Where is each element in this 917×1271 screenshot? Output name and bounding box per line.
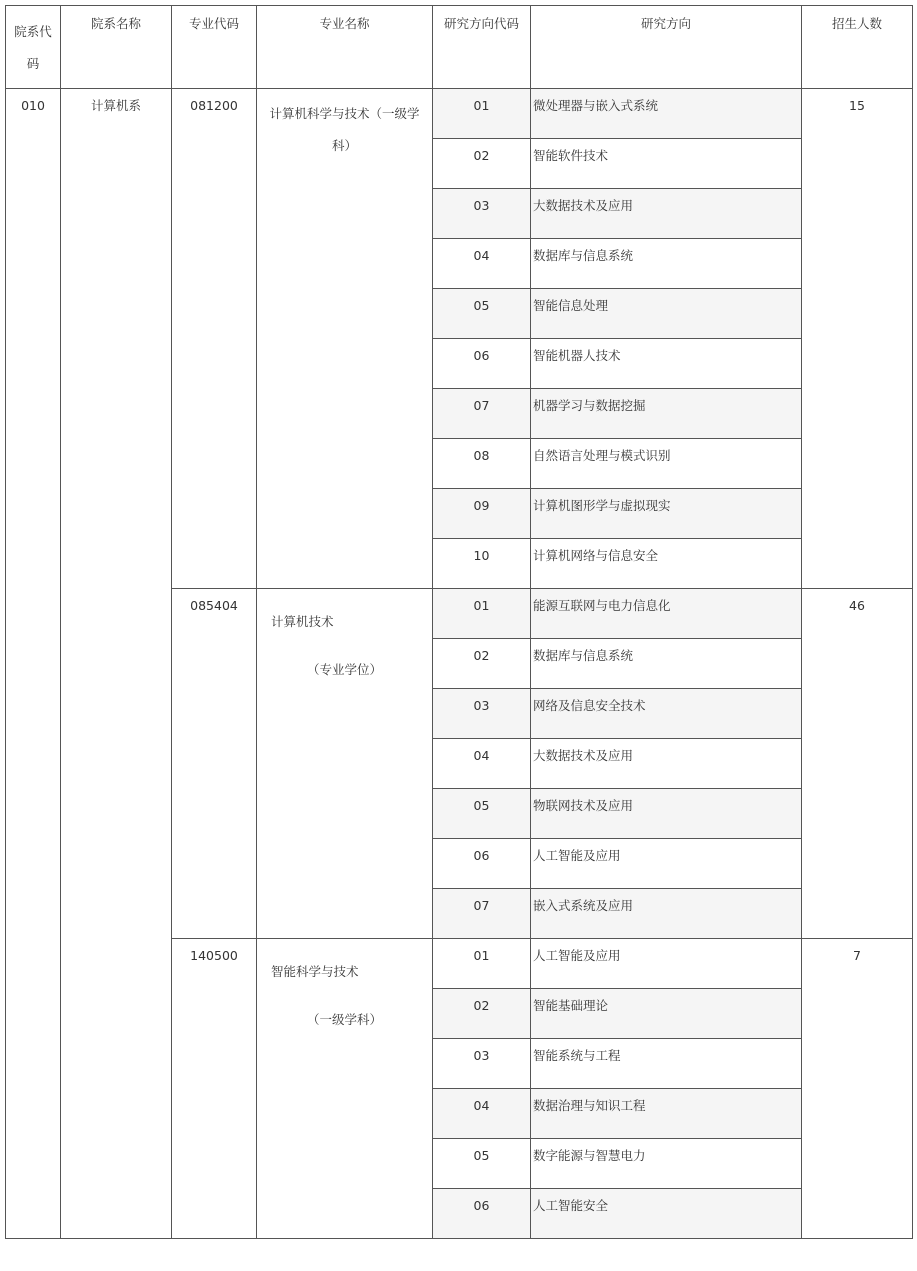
- direction-code: 06: [433, 339, 531, 389]
- header-dept-code: 院系代码: [6, 6, 61, 89]
- direction-code: 02: [433, 989, 531, 1039]
- direction-name: 智能软件技术: [531, 139, 802, 189]
- direction-name: 人工智能及应用: [531, 839, 802, 889]
- direction-code: 06: [433, 839, 531, 889]
- direction-name: 微处理器与嵌入式系统: [531, 89, 802, 139]
- header-direction: 研究方向: [531, 6, 802, 89]
- direction-name: 数字能源与智慧电力: [531, 1139, 802, 1189]
- direction-code: 07: [433, 889, 531, 939]
- direction-name: 智能信息处理: [531, 289, 802, 339]
- direction-code: 01: [433, 589, 531, 639]
- direction-code: 02: [433, 139, 531, 189]
- direction-name: 数据治理与知识工程: [531, 1089, 802, 1139]
- dept-code: 010: [6, 89, 61, 1239]
- direction-name: 机器学习与数据挖掘: [531, 389, 802, 439]
- direction-name: 能源互联网与电力信息化: [531, 589, 802, 639]
- direction-code: 05: [433, 789, 531, 839]
- direction-name: 网络及信息安全技术: [531, 689, 802, 739]
- header-dept-name: 院系名称: [61, 6, 172, 89]
- direction-name: 嵌入式系统及应用: [531, 889, 802, 939]
- major-name: [257, 939, 433, 1239]
- direction-code: 03: [433, 689, 531, 739]
- major-name-line2: （专业学位）: [306, 662, 382, 677]
- direction-code: 08: [433, 439, 531, 489]
- direction-name: 数据库与信息系统: [531, 239, 802, 289]
- direction-name: 物联网技术及应用: [531, 789, 802, 839]
- direction-name: 数据库与信息系统: [531, 639, 802, 689]
- direction-code: 04: [433, 1089, 531, 1139]
- direction-name: 计算机网络与信息安全: [531, 539, 802, 589]
- direction-code: 07: [433, 389, 531, 439]
- direction-code: 03: [433, 1039, 531, 1089]
- direction-code: 06: [433, 1189, 531, 1239]
- enrollment-table: [5, 5, 913, 1239]
- direction-code: 01: [433, 939, 531, 989]
- direction-code: 09: [433, 489, 531, 539]
- major-code: 140500: [172, 939, 257, 1239]
- major-name-line2: （一级学科）: [306, 1012, 382, 1027]
- major-code: 085404: [172, 589, 257, 939]
- direction-code: 04: [433, 239, 531, 289]
- major-name-line1: 智能科学与技术: [271, 964, 359, 979]
- header-direction-code: 研究方向代码: [433, 6, 531, 89]
- major-code: 081200: [172, 89, 257, 589]
- direction-code: 04: [433, 739, 531, 789]
- direction-name: 智能系统与工程: [531, 1039, 802, 1089]
- major-name: 计算机科学与技术（一级学科）: [257, 89, 433, 589]
- direction-code: 10: [433, 539, 531, 589]
- quota: 15: [802, 89, 913, 589]
- direction-name: 智能基础理论: [531, 989, 802, 1039]
- direction-code: 03: [433, 189, 531, 239]
- direction-name: 大数据技术及应用: [531, 189, 802, 239]
- major-name: [257, 589, 433, 939]
- header-major-name: 专业名称: [257, 6, 433, 89]
- header-major-code: 专业代码: [172, 6, 257, 89]
- quota: 46: [802, 589, 913, 939]
- header-quota: 招生人数: [802, 6, 913, 89]
- major-name-line1: 计算机技术: [271, 614, 334, 629]
- quota: 7: [802, 939, 913, 1239]
- direction-name: 计算机图形学与虚拟现实: [531, 489, 802, 539]
- direction-name: 智能机器人技术: [531, 339, 802, 389]
- direction-code: 02: [433, 639, 531, 689]
- direction-name: 人工智能及应用: [531, 939, 802, 989]
- direction-code: 05: [433, 1139, 531, 1189]
- header-row: [6, 6, 913, 89]
- direction-name: 自然语言处理与模式识别: [531, 439, 802, 489]
- dept-name: 计算机系: [61, 89, 172, 1239]
- direction-code: 01: [433, 89, 531, 139]
- direction-name: 大数据技术及应用: [531, 739, 802, 789]
- table-row: [6, 89, 913, 139]
- direction-name: 人工智能安全: [531, 1189, 802, 1239]
- direction-code: 05: [433, 289, 531, 339]
